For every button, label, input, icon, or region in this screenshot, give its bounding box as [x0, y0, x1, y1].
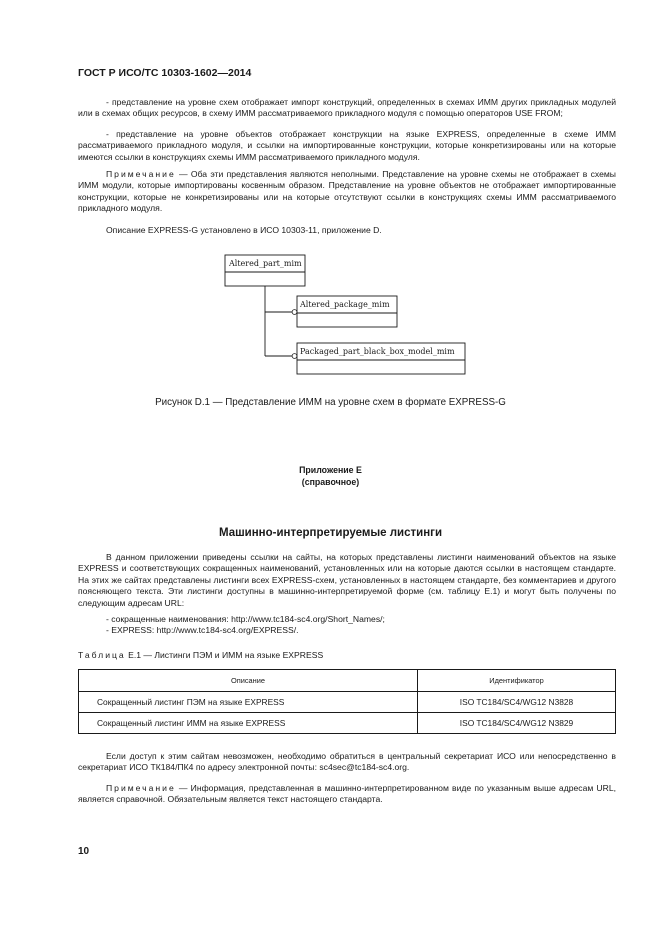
link-short-names: - сокращенные наименования: http://www.tc184-sc4.org/Short_Names/;	[106, 614, 385, 624]
note-text: — Оба эти представления являются неполными. Представление на уровне схемы не отображает в схемы ИММ модули, которые импортированы косвенным образом. Представление на уровне объектов не отображает импортированные конструкции, которые не конкретизированы или на которые отсутствуют ссылки в конструкциях схемы ИММ рассматриваемого прикладного модуля.	[78, 169, 616, 214]
diagram-main-box	[225, 255, 305, 286]
footer-note-label: Примечание	[106, 783, 176, 793]
express-g-reference: Описание EXPRESS-G установлено в ИСО 10303-11, приложение D.	[106, 225, 382, 235]
page-number: 10	[78, 846, 90, 857]
diagram-circle-2	[292, 354, 297, 359]
table-caption	[78, 650, 616, 661]
express-g-diagram	[0, 0, 661, 400]
main-box-label: Altered_part_mim	[229, 259, 302, 268]
listings-table	[78, 669, 616, 734]
table-cell-description: Сокращенный листинг ИММ на языке EXPRESS	[79, 713, 418, 734]
diagram-child-box-1	[297, 296, 397, 327]
child-box-1-label: Altered_package_mim	[300, 300, 390, 309]
table-cell-identifier: ISO TC184/SC4/WG12 N3828	[418, 692, 616, 713]
contact-paragraph: Если доступ к этим сайтам невозможен, необходимо обратиться в центральный секретариат ИСО или непосредственно в секретариат ИСО ТК184/ПК4 по адресу электронной почты: sc4sec@tc184-sc4.org.	[78, 751, 616, 773]
table-header-identifier: Идентификатор	[418, 670, 616, 692]
table-row	[79, 692, 616, 713]
table-caption-label: Таблица	[78, 650, 126, 660]
table-caption-text: Е.1 — Листинги ПЭМ и ИММ на языке EXPRESS	[125, 650, 324, 660]
link-express: - EXPRESS: http://www.tc184-sc4.org/EXPRESS/.	[106, 625, 299, 635]
child-box-2-label: Packaged_part_black_box_model_mim	[300, 347, 455, 356]
table-cell-identifier: ISO TC184/SC4/WG12 N3829	[418, 713, 616, 734]
appendix-heading: Машинно-интерпретируемые листинги	[218, 527, 443, 539]
diagram-child-box-2	[297, 343, 465, 374]
table-header-description: Описание	[79, 670, 418, 692]
footer-note	[78, 783, 616, 806]
appendix-title: Приложение Е	[299, 465, 362, 475]
appendix-kind: (справочное)	[301, 477, 360, 487]
intro-item-object: - представление на уровне объектов отображает конструкции на языке EXPRESS, определенные в схеме ИММ рассматриваемого прикладного модуля, и ссылки на импортированные конструкции, которые конкретизированы или на которые имеются ссылки в конструкциях схемы ИММ рассматриваемого прикладного модуля.	[78, 129, 616, 162]
diagram-circle-1	[292, 310, 297, 315]
figure-caption: Рисунок D.1 — Представление ИММ на уровне схем в формате EXPRESS-G	[155, 397, 506, 408]
table-cell-description: Сокращенный листинг ПЭМ на языке EXPRESS	[79, 692, 418, 713]
appendix-paragraph: В данном приложении приведены ссылки на сайты, на которых представлены листинги наименований объектов на языке EXPRESS и соответствующих сокращенных наименований, установленных или на которые даются ссылки в настоящем стандарте. На этих же сайтах представлены листинги всех EXPRESS-схем, установленных в настоящем стандарте, без комментариев и другого поясняющего текста. Эти листинги доступны в машинно-интерпретируемой форме (см. таблицу Е.1) и могут быть получены по следующим адресам URL:	[78, 552, 616, 608]
intro-item-schema: - представление на уровне схем отображает импорт конструкций, определенных в схемах ИММ других прикладных модулей или в схемах общих ресурсов, в схему ИММ рассматриваемого прикладного модуля с помощью операторов USE FROM;	[78, 97, 616, 119]
page-header: ГОСТ Р ИСО/ТС 10303-1602—2014	[78, 67, 252, 79]
table-header-row	[79, 670, 616, 692]
footer-note-text: — Информация, представленная в машинно-интерпретированном виде по указанным выше адресам URL, является справочной. Обязательным является текст настоящего стандарта.	[78, 783, 616, 805]
table-row	[79, 713, 616, 734]
note-label: Примечание	[106, 169, 176, 179]
